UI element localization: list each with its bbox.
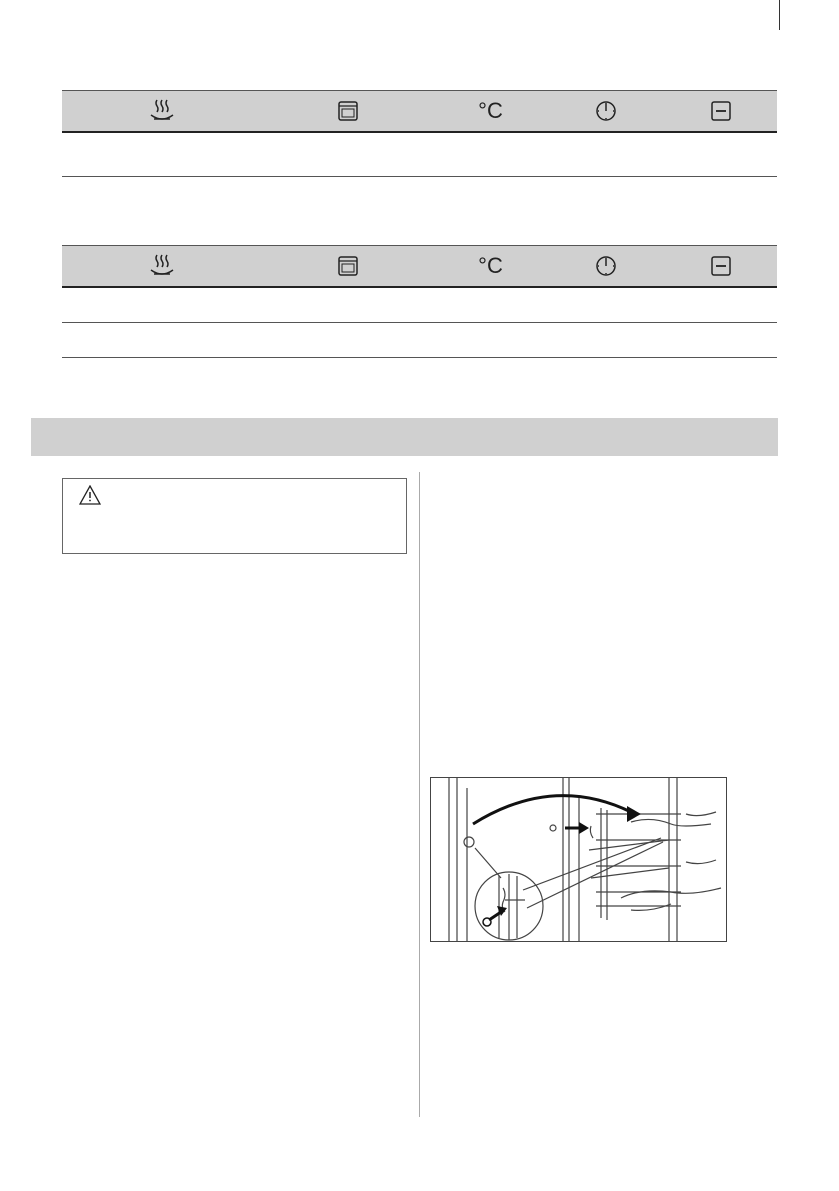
table-header xyxy=(62,245,777,288)
dish-steam-icon xyxy=(62,91,262,131)
time-clock-icon xyxy=(547,246,665,286)
oven-function-icon xyxy=(262,246,434,286)
temperature-celsius-icon: °C xyxy=(478,253,503,278)
settings-table-1 xyxy=(62,90,777,177)
shelf-position-icon xyxy=(665,246,777,286)
column-divider xyxy=(419,472,420,1117)
oven-function-icon xyxy=(262,91,434,131)
table-row xyxy=(62,323,777,358)
shelf-position-icon xyxy=(665,91,777,131)
crop-mark xyxy=(779,0,780,30)
section-heading-bar xyxy=(31,418,778,456)
table-row xyxy=(62,288,777,323)
warning-box xyxy=(62,478,407,554)
table-row xyxy=(62,133,777,177)
temperature-celsius-icon: °C xyxy=(478,98,503,123)
table-header xyxy=(62,90,777,133)
settings-table-2 xyxy=(62,245,777,358)
dish-steam-icon xyxy=(62,246,262,286)
warning-triangle-icon xyxy=(79,485,101,510)
time-clock-icon xyxy=(547,91,665,131)
shelf-support-figure xyxy=(430,777,727,942)
shelf-support-installation-illustration xyxy=(431,778,726,941)
